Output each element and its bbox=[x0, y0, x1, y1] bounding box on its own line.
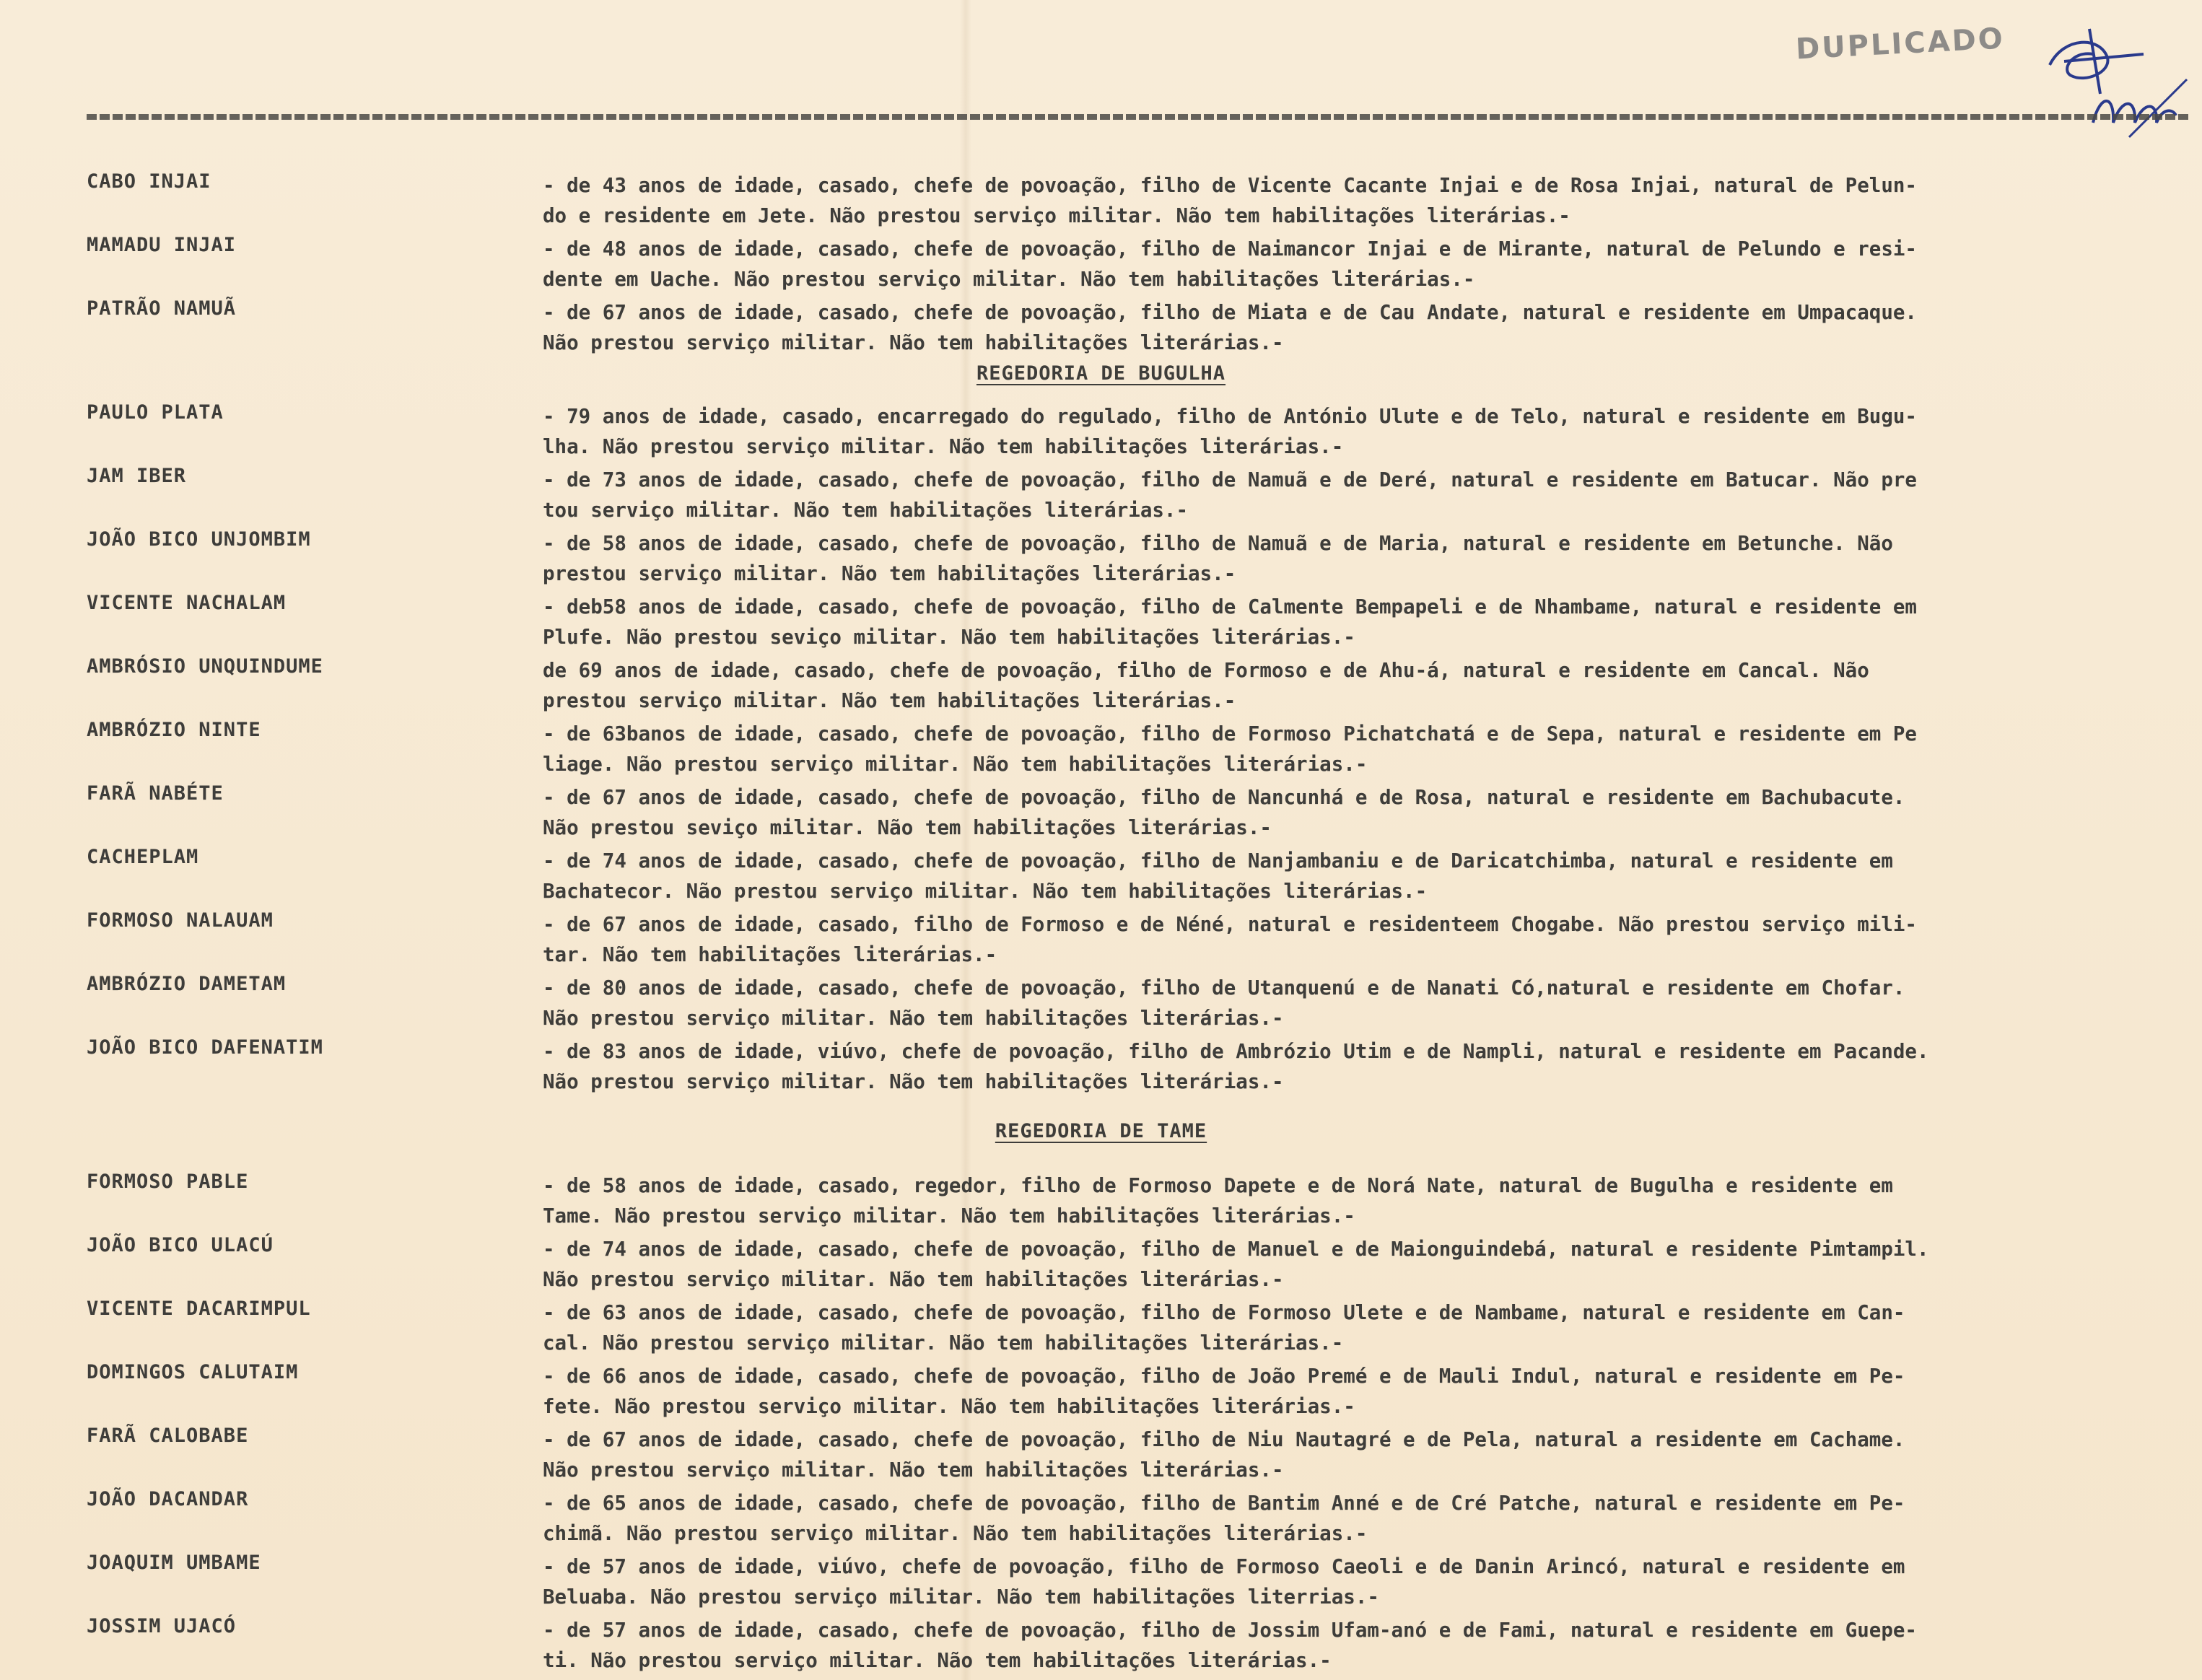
person-name: AMBRÓSIO UNQUINDUME bbox=[87, 655, 323, 678]
person-name: FORMOSO NALAUAM bbox=[87, 909, 274, 932]
person-name: PATRÃO NAMUÃ bbox=[87, 297, 237, 320]
person-name: JAM IBER bbox=[87, 465, 187, 487]
person-name: JOSSIM UJACÓ bbox=[87, 1615, 237, 1637]
person-description: - de 80 anos de idade, casado, chefe de povoação, filho de Utanquenú e de Nanati Có,natural e residente em Chofar. Não prestou serviço militar. Não tem habilitações literárias.- bbox=[543, 976, 1905, 1030]
person-description: - de 74 anos de idade, casado, chefe de povoação, filho de Nanjambaniu e de Daricatchimba, natural e residente em Bachatecor. Não prestou serviço militar. Não tem habilitações literárias.- bbox=[543, 849, 1893, 903]
person-description: - de 65 anos de idade, casado, chefe de povoação, filho de Bantim Anné e de Cré Patche, natural e residente em Pe- chimã. Não prestou serviço militar. Não tem habilitações literárias.- bbox=[543, 1492, 1905, 1545]
person-name: FARÃ NABÉTE bbox=[87, 782, 224, 805]
duplicado-stamp: DUPLICADO bbox=[1794, 22, 2006, 66]
person-name: JOÃO BICO UNJOMBIM bbox=[87, 528, 311, 551]
person-name: CACHEPLAM bbox=[87, 846, 199, 868]
person-name: JOÃO BICO ULACÚ bbox=[87, 1234, 274, 1256]
person-name: AMBRÓZIO NINTE bbox=[87, 719, 261, 741]
person-description: - de 66 anos de idade, casado, chefe de povoação, filho de João Premé e de Mauli Indul, natural e residente em Pe- fete. Não prestou serviço militar. Não tem habilitações literárias.- bbox=[543, 1365, 1905, 1418]
handwritten-signature bbox=[2021, 14, 2194, 159]
person-description: - de 67 anos de idade, casado, chefe de povoação, filho de Nancunhá e de Rosa, natural e residente em Bachubacute. Não prestou seviço militar. Não tem habilitações literárias.- bbox=[543, 786, 1905, 839]
person-description: - de 43 anos de idade, casado, chefe de povoação, filho de Vicente Cacante Injai e de Rosa Injai, natural de Pelun- do e residente em Jete. Não prestou serviço militar. Não tem habilitações literárias.- bbox=[543, 174, 1917, 227]
person-description: - de 83 anos de idade, viúvo, chefe de povoação, filho de Ambrózio Utim e de Nampli, natural e residente em Pacande. Não prestou serviço militar. Não tem habilitações literárias.- bbox=[543, 1040, 1929, 1093]
person-name: DOMINGOS CALUTAIM bbox=[87, 1361, 299, 1383]
person-name: CABO INJAI bbox=[87, 170, 211, 193]
person-description: - de 57 anos de idade, viúvo, chefe de povoação, filho de Formoso Caeoli e de Danin Arincó, natural e residente em Beluaba. Não prestou serviço militar. Não tem habilitações literrias.- bbox=[543, 1555, 1905, 1609]
person-description: - de 67 anos de idade, casado, filho de Formoso e de Néné, natural e residenteem Chogabe. Não prestou serviço mili- tar. Não tem habilitações literárias.- bbox=[543, 913, 1917, 966]
person-name: JOAQUIM UMBAME bbox=[87, 1552, 261, 1574]
person-description: - de 63banos de idade, casado, chefe de povoação, filho de Formoso Pichatchatá e de Sepa, natural e residente em Pe liage. Não prestou serviço militar. Não tem habilitações literárias.- bbox=[543, 722, 1917, 776]
person-name: AMBRÓZIO DAMETAM bbox=[87, 973, 287, 995]
person-description: - 79 anos de idade, casado, encarregado do regulado, filho de António Ulute e de Telo, natural e residente em Bugu- lha. Não prestou serviço militar. Não tem habilitações literárias.- bbox=[543, 405, 1917, 458]
person-description: - de 58 anos de idade, casado, chefe de povoação, filho de Namuã e de Maria, natural e residente em Betunche. Não prestou serviço militar. Não tem habilitações literárias.- bbox=[543, 532, 1893, 585]
section-heading: REGEDORIA DE TAME bbox=[995, 1120, 1207, 1142]
person-name: FORMOSO PABLE bbox=[87, 1171, 249, 1193]
person-description: - de 67 anos de idade, casado, chefe de povoação, filho de Miata e de Cau Andate, natural e residente em Umpacaque. Não prestou serviço militar. Não tem habilitações literárias.- bbox=[543, 301, 1917, 354]
header-rule bbox=[87, 114, 2190, 120]
person-description: - de 57 anos de idade, casado, chefe de povoação, filho de Jossim Ufam-anó e de Fami, natural e residente em Guepe- ti. Não prestou serviço militar. Não tem habilitações literárias.- bbox=[543, 1619, 1917, 1672]
person-name: FARÃ CALOBABE bbox=[87, 1425, 249, 1447]
section-heading: REGEDORIA DE BUGULHA bbox=[976, 362, 1226, 385]
person-name: PAULO PLATA bbox=[87, 401, 224, 424]
person-description: - de 74 anos de idade, casado, chefe de povoação, filho de Manuel e de Maionguindebá, natural e residente Pimtampil. Não prestou serviço militar. Não tem habilitações literárias.- bbox=[543, 1238, 1929, 1291]
person-name: JOÃO BICO DAFENATIM bbox=[87, 1036, 323, 1059]
person-description: - deb58 anos de idade, casado, chefe de povoação, filho de Calmente Bempapeli e de Nhambame, natural e residente em Plufe. Não prestou seviço militar. Não tem habilitações literárias.- bbox=[543, 595, 1917, 649]
person-name: JOÃO DACANDAR bbox=[87, 1488, 249, 1510]
person-name: MAMADU INJAI bbox=[87, 234, 237, 256]
person-description: - de 67 anos de idade, casado, chefe de povoação, filho de Niu Nautagré e de Pela, natural a residente em Cachame. Não prestou serviço militar. Não tem habilitações literárias.- bbox=[543, 1428, 1905, 1482]
person-description: - de 63 anos de idade, casado, chefe de povoação, filho de Formoso Ulete e de Nambame, natural e residente em Can- cal. Não prestou serviço militar. Não tem habilitações literárias.- bbox=[543, 1301, 1905, 1355]
person-name: VICENTE NACHALAM bbox=[87, 592, 287, 614]
person-description: - de 48 anos de idade, casado, chefe de povoação, filho de Naimancor Injai e de Mirante, natural de Pelundo e resi- dente em Uache. Não prestou serviço militar. Não tem habilitações literárias.- bbox=[543, 237, 1917, 291]
person-description: - de 73 anos de idade, casado, chefe de povoação, filho de Namuã e de Deré, natural e residente em Batucar. Não pre tou serviço militar. Não tem habilitações literárias.- bbox=[543, 468, 1917, 522]
person-description: - de 58 anos de idade, casado, regedor, filho de Formoso Dapete e de Norá Nate, natural de Bugulha e residente em Tame. Não prestou serviço militar. Não tem habilitações literárias.- bbox=[543, 1174, 1893, 1228]
person-name: VICENTE DACARIMPUL bbox=[87, 1298, 311, 1320]
person-description: de 69 anos de idade, casado, chefe de povoação, filho de Formoso e de Ahu-á, natural e residente em Cancal. Não prestou serviço militar. Não tem habilitações literárias.- bbox=[543, 659, 1869, 712]
